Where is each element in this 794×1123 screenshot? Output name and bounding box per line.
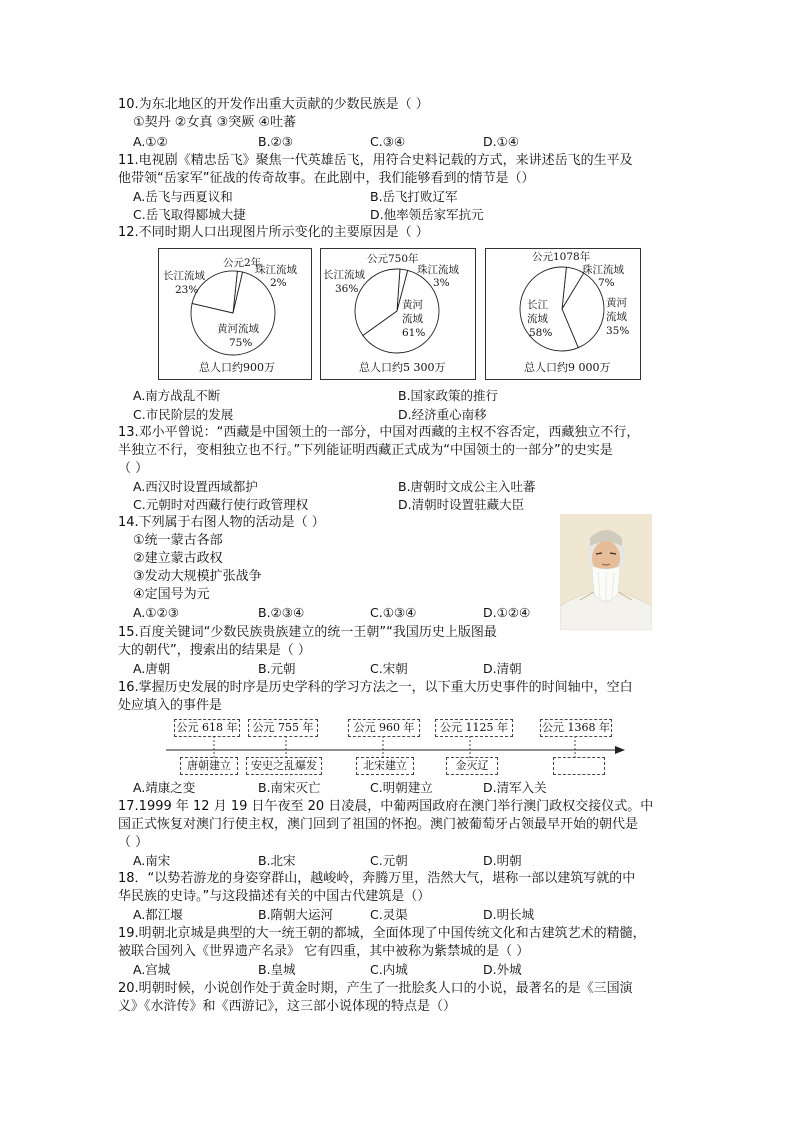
pie-1-total: 总人口约900万 — [199, 361, 275, 374]
pie-3-label-yangtze-2: 流域 — [527, 313, 548, 325]
q16-stem-line1: 16.掌握历史发展的时序是历史学科的学习方法之一，以下重大历史事件的时间轴中，空白 — [118, 680, 633, 695]
pie-1-label-pearl: 珠江流域 — [255, 264, 297, 276]
pie-2-value-yellow: 61% — [402, 327, 426, 339]
q17-option-a[interactable]: A.南宋 — [133, 853, 171, 868]
pie-chart-year-1078 — [485, 248, 641, 380]
q14-option-a[interactable]: A.①②③ — [133, 605, 179, 620]
q11-stem-line1: 11.电视剧《精忠岳飞》聚焦一代英雄岳飞，用符合史料记载的方式，来讲述岳飞的生平及 — [118, 153, 633, 168]
pie-3-label-pearl: 珠江流域 — [582, 264, 624, 276]
pie-3-value-yangtze: 58% — [529, 327, 553, 339]
pie-1-value-pearl: 2% — [270, 277, 287, 289]
pie-2-label-yangtze: 长江流域 — [323, 269, 365, 281]
q12-option-d[interactable]: D.经济重心南移 — [398, 407, 487, 422]
timeline-year-1368: 公元 1368 年 — [540, 719, 612, 737]
q17-stem-line3: （ ） — [118, 835, 149, 850]
pie-3-value-yellow: 35% — [606, 325, 630, 337]
q17-option-b[interactable]: B.北宋 — [258, 853, 296, 868]
q14-option-c[interactable]: C.①③④ — [370, 605, 417, 620]
q16-option-a[interactable]: A.靖康之变 — [133, 780, 196, 795]
q17-option-c[interactable]: C.元朝 — [370, 853, 408, 868]
pie-1-title: 公元2年 — [223, 257, 262, 269]
pie-2-title: 公元750年 — [367, 253, 419, 265]
q20-stem-line2: 义》《水浒传》和《西游记》，这三部小说体现的特点是（） — [118, 999, 457, 1014]
timeline-event-anshi: 安史之乱爆发 — [246, 757, 322, 775]
q17-stem-line1: 17.1999 年 12 月 19 日午夜至 20 日凌晨，中葡两国政府在澳门举行澳门政权交接仪式。中 — [118, 799, 654, 814]
pie-2-value-pearl: 3% — [433, 277, 450, 289]
q13-option-b[interactable]: B.唐朝时文成公主入吐蕃 — [398, 479, 536, 494]
pie-2-label-pearl: 珠江流域 — [417, 264, 459, 276]
pie-3-title: 公元1078年 — [532, 251, 591, 263]
q12-option-c[interactable]: C.市民阶层的发展 — [133, 407, 234, 422]
pie-1-label-yangtze: 长江流域 — [163, 270, 205, 282]
pie-2-label-yellow-1: 黄河 — [402, 299, 423, 311]
genghis-khan-portrait — [560, 514, 652, 630]
timeline-blank-box[interactable] — [553, 757, 605, 775]
timeline-event-jin: 金灭辽 — [446, 757, 498, 775]
q11-option-b[interactable]: B.岳飞打败辽军 — [370, 189, 458, 204]
q12-option-a[interactable]: A.南方战乱不断 — [133, 388, 221, 403]
pie-2-total: 总人口约5 300万 — [359, 361, 446, 374]
pie-3-value-pearl: 7% — [598, 277, 615, 289]
q14-option-b[interactable]: B.②③④ — [258, 605, 305, 620]
timeline-year-960: 公元 960 年 — [348, 719, 420, 737]
q15-option-d[interactable]: D.清朝 — [483, 661, 522, 676]
q10-stem: 10.为东北地区的开发作出重大贡献的少数民族是（ ） — [118, 97, 429, 112]
pie-3-label-yangtze-1: 长江 — [527, 299, 548, 311]
q13-stem-line3: （ ） — [118, 461, 149, 476]
q19-option-d[interactable]: D.外城 — [483, 962, 522, 977]
q17-stem-line2: 国正式恢复对澳门行使主权，澳门回到了祖国的怀抱。澳门被葡萄牙占领最早开始的朝代是 — [118, 817, 639, 832]
pie-1-value-yellow: 75% — [229, 337, 253, 349]
q14-option-d[interactable]: D.①②④ — [483, 605, 531, 620]
pie-chart-year-2 — [158, 248, 312, 380]
q13-option-a[interactable]: A.西汉时设置西域都护 — [133, 479, 258, 494]
q18-option-d[interactable]: D.明长城 — [483, 907, 535, 922]
pie-2-value-yangtze: 36% — [335, 283, 359, 295]
q15-stem-line1: 15.百度关键词“少数民族贵族建立的统一王朝”“我国历史上版图最 — [118, 625, 497, 640]
q10-items: ①契丹 ②女真 ③突厥 ④吐蕃 — [133, 115, 297, 130]
pie-3-total: 总人口约9 000万 — [524, 361, 611, 374]
q13-stem-line2: 半独立不行，变相独立也不行。”下列能证明西藏正式成为“中国领土的一部分”的史实是 — [118, 443, 613, 458]
q15-option-c[interactable]: C.宋朝 — [370, 661, 408, 676]
q10-option-c[interactable]: C.③④ — [370, 134, 406, 149]
q18-stem-line1: 18．“以势若游龙的身姿穿群山，越峻岭，奔腾万里，浩然大气，堪称一部以建筑写就的中 — [118, 871, 636, 886]
q19-option-c[interactable]: C.内城 — [370, 962, 408, 977]
q13-stem-line1: 13.邓小平曾说：“西藏是中国领土的一部分，中国对西藏的主权不容否定，西藏独立不行， — [118, 425, 640, 440]
q12-stem: 12.不同时期人口出现图片所示变化的主要原因是（ ） — [118, 225, 429, 240]
pie-2-slices — [355, 269, 439, 353]
q17-option-d[interactable]: D.明朝 — [483, 853, 522, 868]
q19-stem-line1: 19.明朝北京城是典型的大一统王朝的都城，全面体现了中国传统文化和古建筑艺术的精髓， — [118, 926, 646, 941]
q11-option-c[interactable]: C.岳飞取得郾城大捷 — [133, 207, 246, 222]
q18-option-b[interactable]: B.隋朝大运河 — [258, 907, 334, 922]
pie-chart-year-750 — [320, 248, 476, 380]
timeline-year-755: 公元 755 年 — [248, 719, 318, 737]
q16-option-c[interactable]: C.明朝建立 — [370, 780, 433, 795]
q14-item-2: ②建立蒙古政权 — [133, 551, 223, 566]
q13-option-d[interactable]: D.清朝时设置驻藏大臣 — [398, 497, 525, 512]
q13-option-c[interactable]: C.元朝时对西藏行使行政管理权 — [133, 497, 309, 512]
q15-option-a[interactable]: A.唐朝 — [133, 661, 171, 676]
q11-option-a[interactable]: A.岳飞与西夏议和 — [133, 189, 233, 204]
q19-option-a[interactable]: A.宫城 — [133, 962, 171, 977]
q20-stem-line1: 20.明朝时候，小说创作处于黄金时期，产生了一批脍炙人口的小说，最著名的是《三国演 — [118, 981, 633, 996]
q15-stem-line2: 大的朝代”，搜索出的结果是（ ） — [118, 643, 311, 658]
q14-item-3: ③发动大规模扩张战争 — [133, 569, 262, 584]
pie-3-label-yellow-2: 流域 — [606, 311, 627, 323]
q12-option-b[interactable]: B.国家政策的推行 — [398, 388, 499, 403]
q14-stem: 14.下列属于右图人物的活动是（ ） — [118, 515, 325, 530]
q14-item-4: ④定国号为元 — [133, 587, 210, 602]
timeline-year-618: 公元 618 年 — [174, 719, 240, 737]
pie-3-label-yellow-1: 黄河 — [606, 297, 627, 309]
q16-option-d[interactable]: D.清军入关 — [483, 780, 547, 795]
q18-option-c[interactable]: C.灵渠 — [370, 907, 408, 922]
q18-option-a[interactable]: A.都江堰 — [133, 907, 183, 922]
q16-option-b[interactable]: B.南宋灭亡 — [258, 780, 321, 795]
q11-option-d[interactable]: D.他率领岳家军抗元 — [370, 207, 484, 222]
q11-stem-line2: 他带领“岳家军”征战的传奇故事。在此剧中，我们能够看到的情节是（） — [118, 171, 535, 186]
pie-1-label-yellow: 黄河流域 — [217, 323, 259, 335]
q16-stem-line2: 处应填入的事件是 — [118, 698, 223, 713]
timeline-event-tang: 唐朝建立 — [180, 757, 238, 775]
pie-2-label-yellow-2: 流域 — [402, 313, 423, 325]
q10-option-a[interactable]: A.①② — [133, 134, 168, 149]
q19-stem-line2: 被联合国列入《世界遗产名录》 它有四重，其中被称为紫禁城的是（ ） — [118, 944, 530, 959]
q10-option-b[interactable]: B.②③ — [258, 134, 293, 149]
pie-1-value-yangtze: 23% — [175, 284, 199, 296]
timeline-year-1125: 公元 1125 年 — [435, 719, 513, 737]
q19-option-b[interactable]: B.皇城 — [258, 962, 296, 977]
q14-item-1: ①统一蒙古各部 — [133, 533, 223, 548]
timeline-event-song: 北宋建立 — [356, 757, 414, 775]
q18-stem-line2: 华民族的史诗。”与这段描述有关的中国古代建筑是（） — [118, 889, 431, 904]
q15-option-b[interactable]: B.元朝 — [258, 661, 296, 676]
portrait-svg — [560, 514, 652, 630]
q10-option-d[interactable]: D.①④ — [483, 134, 520, 149]
